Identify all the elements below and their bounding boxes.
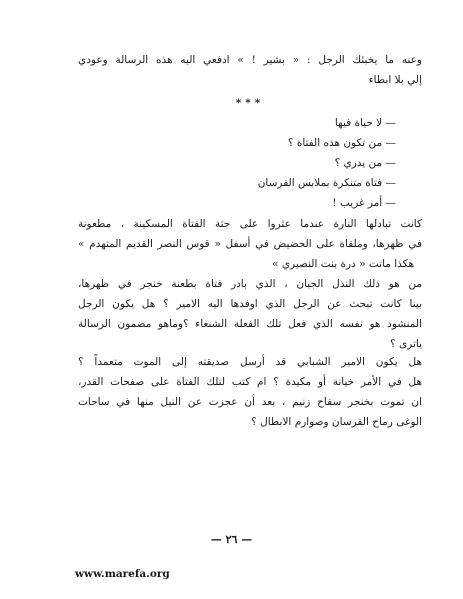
text-line: هل يكون الامير الشبابي قد أرسل صديقته إلى الموت متعمداً ؟ bbox=[78, 356, 422, 368]
text-line: المنشود هو نفسه الذي فعل تلك الفعلة الشنعاء ؟وماهو مضمون الرسالة bbox=[78, 318, 422, 330]
text-line: ان تموت بخنجر سفاح زنيم ، بعد أن عجزت عن النيل منها في ساحات bbox=[78, 396, 422, 408]
dialog-line: — من يدري ؟ bbox=[334, 157, 396, 169]
page-number: — ٢٦ — bbox=[210, 533, 253, 546]
text-line: هكذا ماتت « درة بنت النصيري » bbox=[272, 258, 414, 270]
stars-separator: *** bbox=[235, 97, 265, 109]
paragraph-3 bbox=[78, 274, 422, 354]
dialog-block bbox=[78, 113, 422, 213]
text-line: الوغى رماح الفرسان وصوارم الابطال ؟ bbox=[251, 416, 422, 428]
paragraph-1 bbox=[78, 50, 422, 90]
footer-url[interactable]: www.marefa.org bbox=[75, 568, 170, 580]
paragraph-2 bbox=[78, 214, 422, 274]
dialog-line: — لا حياة فيها bbox=[334, 117, 396, 129]
dialog-line: — فتاة متنكرة بملابس الفرسان bbox=[257, 177, 396, 189]
text-line: ياترى ؟ bbox=[390, 338, 422, 350]
text-line: كانت تبادلها النارة عندما عثروا على جثة الفتاة المسكينة ، مطعونة bbox=[78, 218, 422, 230]
section-separator bbox=[78, 93, 422, 113]
text-line: في ظهرها، وملقاة على الحضيض في أسفل « قوس النصر القديم المتهدم » bbox=[78, 238, 422, 250]
dialog-line: — أمر غريب ! bbox=[332, 197, 396, 209]
paragraph-4 bbox=[78, 352, 422, 432]
text-line: بينا كانت تبحث عن الرجل الذي اوفدها اليه الامير ؟ هل يكون الرجل bbox=[78, 298, 422, 310]
text-line: إلي بلا ابطاء bbox=[368, 74, 422, 86]
text-line: من هو ذلك النذل الجبان ، الذي بادر فتاة بطعنة خنجر في ظهرها، bbox=[78, 278, 422, 290]
dialog-line: — من تكون هذه الفتاة ؟ bbox=[287, 137, 396, 149]
text-line: هل في الأمر خيانة أو مكيدة ؟ ام كتب لتلك الفتاة على صفحات القدر، bbox=[78, 376, 422, 388]
text-line: وعنه ما يخبئك الرجل : « بشير ! » ادفعي اليه هذه الرسالة وعودي bbox=[78, 54, 422, 66]
